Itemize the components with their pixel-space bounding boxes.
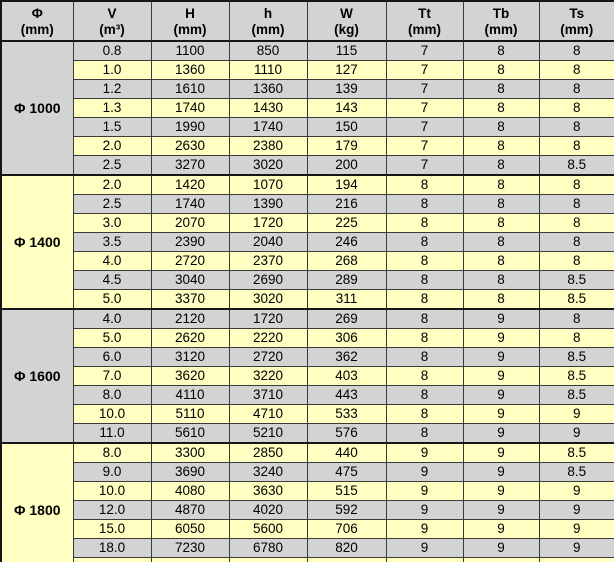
table-cell: 9 xyxy=(463,424,539,444)
table-cell: 15.0 xyxy=(73,520,151,539)
table-cell xyxy=(307,558,386,562)
table-cell: 8 xyxy=(463,195,539,214)
table-cell: 1740 xyxy=(229,118,307,137)
table-row xyxy=(1,348,614,367)
table-cell: 4.0 xyxy=(73,252,151,271)
table-cell: 3120 xyxy=(151,348,229,367)
table-cell: 200 xyxy=(307,156,386,176)
table-cell: 9 xyxy=(463,520,539,539)
table-cell: 2.0 xyxy=(73,137,151,156)
table-cell: 850 xyxy=(229,41,307,61)
table-cell xyxy=(229,558,307,562)
table-cell: 2690 xyxy=(229,271,307,290)
table-cell: 2390 xyxy=(151,233,229,252)
table-cell: 2850 xyxy=(229,443,307,463)
table-cell: 5.0 xyxy=(73,329,151,348)
table-cell: 8 xyxy=(386,290,463,310)
table-cell: 3020 xyxy=(229,290,307,310)
table-cell: 6.0 xyxy=(73,348,151,367)
table-cell: 194 xyxy=(307,175,386,195)
table-cell: 5.0 xyxy=(73,290,151,310)
table-cell: 8 xyxy=(539,137,614,156)
table-cell: 12.0 xyxy=(73,501,151,520)
table-cell: 2220 xyxy=(229,329,307,348)
table-cell: 3040 xyxy=(151,271,229,290)
table-cell: 8 xyxy=(386,386,463,405)
table-cell: 9 xyxy=(539,520,614,539)
table-cell: 3710 xyxy=(229,386,307,405)
table-cell: 3240 xyxy=(229,463,307,482)
table-cell: 4020 xyxy=(229,501,307,520)
table-cell: 8 xyxy=(463,214,539,233)
table-cell: 8 xyxy=(386,175,463,195)
table-cell: 289 xyxy=(307,271,386,290)
table-cell: 3620 xyxy=(151,367,229,386)
column-unit: (mm) xyxy=(560,21,594,37)
column-header xyxy=(539,1,614,41)
table-cell: 8.5 xyxy=(539,348,614,367)
table-cell: 10.0 xyxy=(73,482,151,501)
table-cell: 9 xyxy=(386,443,463,463)
table-cell: 2380 xyxy=(229,137,307,156)
table-cell: 8 xyxy=(463,175,539,195)
table-cell: 7 xyxy=(386,118,463,137)
table-cell: 7 xyxy=(386,156,463,176)
group-label-cell: Φ 1600 xyxy=(1,309,73,443)
table-cell: 8 xyxy=(463,156,539,176)
table-cell: 2.0 xyxy=(73,175,151,195)
table-cell: 443 xyxy=(307,386,386,405)
table-cell: 2720 xyxy=(151,252,229,271)
table-cell: 9 xyxy=(463,405,539,424)
column-title: Tb xyxy=(492,5,510,21)
table-cell: 8 xyxy=(463,252,539,271)
table-row xyxy=(1,233,614,252)
column-title: W xyxy=(340,5,353,21)
table-cell: 8 xyxy=(539,175,614,195)
table-cell: 0.8 xyxy=(73,41,151,61)
table-cell: 216 xyxy=(307,195,386,214)
table-cell: 1740 xyxy=(151,99,229,118)
column-header xyxy=(229,1,307,41)
table-cell: 7 xyxy=(386,61,463,80)
column-header xyxy=(1,1,73,41)
table-cell: 8 xyxy=(386,309,463,329)
table-header-row xyxy=(1,1,614,41)
table-cell: 9 xyxy=(539,501,614,520)
table-cell: 515 xyxy=(307,482,386,501)
column-title: Ts xyxy=(569,5,585,21)
table-cell xyxy=(151,558,229,562)
table-cell: 1420 xyxy=(151,175,229,195)
table-cell: 3.0 xyxy=(73,214,151,233)
group-label-cell: Φ 1400 xyxy=(1,175,73,309)
table-cell: 9 xyxy=(386,463,463,482)
table-cell: 4.5 xyxy=(73,271,151,290)
table-cell: 8 xyxy=(463,290,539,310)
table-cell: 1740 xyxy=(151,195,229,214)
table-cell: 9 xyxy=(386,520,463,539)
table-cell: 8.0 xyxy=(73,386,151,405)
table-cell: 2630 xyxy=(151,137,229,156)
table-cell: 8.5 xyxy=(539,463,614,482)
table-row xyxy=(1,386,614,405)
table-cell: 9 xyxy=(463,482,539,501)
table-row xyxy=(1,137,614,156)
table-cell: 143 xyxy=(307,99,386,118)
table-row xyxy=(1,271,614,290)
table-cell: 8 xyxy=(386,367,463,386)
table-cell: 8 xyxy=(463,80,539,99)
column-unit: (mm) xyxy=(20,21,54,37)
table-cell: 592 xyxy=(307,501,386,520)
table-cell: 8 xyxy=(539,80,614,99)
table-cell: 6050 xyxy=(151,520,229,539)
table-row xyxy=(1,80,614,99)
table-row xyxy=(1,195,614,214)
table-cell: 6780 xyxy=(229,539,307,558)
table-cell: 8 xyxy=(386,405,463,424)
table-cell: 2620 xyxy=(151,329,229,348)
table-cell: 9 xyxy=(386,482,463,501)
table-cell: 9 xyxy=(539,405,614,424)
table-cell: 8 xyxy=(463,271,539,290)
table-cell: 8 xyxy=(463,118,539,137)
table-cell: 4080 xyxy=(151,482,229,501)
table-cell: 8.5 xyxy=(539,156,614,176)
table-cell: 8 xyxy=(386,424,463,444)
table-cell: 127 xyxy=(307,61,386,80)
table-cell: 5610 xyxy=(151,424,229,444)
table-cell: 7230 xyxy=(151,539,229,558)
table-cell xyxy=(463,558,539,562)
table-row xyxy=(1,329,614,348)
column-title: h xyxy=(263,5,273,21)
table-cell: 11.0 xyxy=(73,424,151,444)
table-cell: 533 xyxy=(307,405,386,424)
table-cell: 2.5 xyxy=(73,195,151,214)
table-cell: 4110 xyxy=(151,386,229,405)
column-title: Tt xyxy=(418,5,431,21)
table-cell: 9 xyxy=(386,539,463,558)
table-cell: 8 xyxy=(386,214,463,233)
table-row xyxy=(1,539,614,558)
table-cell: 1430 xyxy=(229,99,307,118)
table-cell: 3300 xyxy=(151,443,229,463)
column-header xyxy=(307,1,386,41)
table-cell: 8 xyxy=(463,99,539,118)
table-cell: 7 xyxy=(386,99,463,118)
table-cell: 1070 xyxy=(229,175,307,195)
table-row xyxy=(1,214,614,233)
table-cell: 4870 xyxy=(151,501,229,520)
column-unit: (m³) xyxy=(99,21,125,37)
table-cell: 1720 xyxy=(229,309,307,329)
table-cell: 820 xyxy=(307,539,386,558)
table-cell: 8 xyxy=(539,329,614,348)
table-cell xyxy=(73,558,151,562)
table-cell: 2070 xyxy=(151,214,229,233)
table-cell: 8 xyxy=(539,309,614,329)
table-cell: 3370 xyxy=(151,290,229,310)
column-header xyxy=(151,1,229,41)
table-cell: 8 xyxy=(386,271,463,290)
table-row xyxy=(1,99,614,118)
group-label-cell: Φ 1800 xyxy=(1,443,73,562)
column-header xyxy=(73,1,151,41)
table-cell: 8.5 xyxy=(539,367,614,386)
table-row xyxy=(1,252,614,271)
table-cell: 7.0 xyxy=(73,367,151,386)
table-cell: 576 xyxy=(307,424,386,444)
column-unit: (mm) xyxy=(484,21,518,37)
table-cell: 8 xyxy=(539,61,614,80)
table-cell: 9 xyxy=(539,539,614,558)
table-cell: 9.0 xyxy=(73,463,151,482)
table-cell: 179 xyxy=(307,137,386,156)
table-row xyxy=(1,309,614,329)
table-cell: 8 xyxy=(386,329,463,348)
table-cell: 269 xyxy=(307,309,386,329)
table-cell: 3.5 xyxy=(73,233,151,252)
table-cell: 2040 xyxy=(229,233,307,252)
table-cell: 9 xyxy=(463,443,539,463)
column-unit: (mm) xyxy=(408,21,441,37)
table-cell: 706 xyxy=(307,520,386,539)
column-title: H xyxy=(185,5,195,21)
table-cell: 1110 xyxy=(229,61,307,80)
table-cell: 8 xyxy=(539,41,614,61)
table-cell: 5600 xyxy=(229,520,307,539)
table-cell: 306 xyxy=(307,329,386,348)
table-cell: 1.2 xyxy=(73,80,151,99)
table-cell xyxy=(386,558,463,562)
table-cell: 1.3 xyxy=(73,99,151,118)
table-cell: 268 xyxy=(307,252,386,271)
table-cell: 475 xyxy=(307,463,386,482)
table-cell: 1360 xyxy=(229,80,307,99)
table-cell: 4710 xyxy=(229,405,307,424)
table-cell: 7 xyxy=(386,80,463,99)
table-cell: 1390 xyxy=(229,195,307,214)
group-label-cell: Φ 1000 xyxy=(1,41,73,175)
column-unit: (kg) xyxy=(334,21,359,37)
table-cell: 8 xyxy=(386,348,463,367)
table-cell: 3630 xyxy=(229,482,307,501)
table-cell: 8.0 xyxy=(73,443,151,463)
table-row xyxy=(1,367,614,386)
table-row xyxy=(1,175,614,195)
table-cell: 8 xyxy=(463,233,539,252)
table-cell: 9 xyxy=(463,367,539,386)
table-cell: 9 xyxy=(386,501,463,520)
table-row xyxy=(1,501,614,520)
table-cell: 8.5 xyxy=(539,271,614,290)
table-cell: 10.0 xyxy=(73,405,151,424)
table-cell: 1720 xyxy=(229,214,307,233)
table-cell: 8 xyxy=(463,137,539,156)
table-cell: 8 xyxy=(463,41,539,61)
table-cell: 440 xyxy=(307,443,386,463)
table-cell: 2120 xyxy=(151,309,229,329)
table-cell: 8.5 xyxy=(539,290,614,310)
table-cell: 1.0 xyxy=(73,61,151,80)
table-cell: 8 xyxy=(539,214,614,233)
column-unit: (mm) xyxy=(173,21,207,37)
table-cell: 5110 xyxy=(151,405,229,424)
table-row xyxy=(1,118,614,137)
partial-row xyxy=(1,558,614,562)
table-cell: 4.0 xyxy=(73,309,151,329)
table-cell: 8.5 xyxy=(539,386,614,405)
table-cell: 8 xyxy=(386,233,463,252)
table-cell: 2370 xyxy=(229,252,307,271)
table-cell: 8 xyxy=(386,252,463,271)
table-cell: 5210 xyxy=(229,424,307,444)
table-cell: 1100 xyxy=(151,41,229,61)
table-row xyxy=(1,443,614,463)
table-cell: 1360 xyxy=(151,61,229,80)
table-cell: 9 xyxy=(463,501,539,520)
table-row xyxy=(1,290,614,310)
table-cell: 139 xyxy=(307,80,386,99)
table-row xyxy=(1,520,614,539)
table-cell: 9 xyxy=(463,386,539,405)
table-cell: 9 xyxy=(463,309,539,329)
table-cell: 9 xyxy=(463,329,539,348)
column-unit: (mm) xyxy=(251,21,285,37)
table-cell: 2.5 xyxy=(73,156,151,176)
table-cell: 3270 xyxy=(151,156,229,176)
table-cell: 8 xyxy=(539,118,614,137)
table-cell: 8.5 xyxy=(539,443,614,463)
table-cell: 8 xyxy=(539,252,614,271)
table-cell: 3020 xyxy=(229,156,307,176)
table-row xyxy=(1,424,614,444)
table-row xyxy=(1,405,614,424)
table-cell: 9 xyxy=(463,463,539,482)
table-cell xyxy=(539,558,614,562)
table-cell: 18.0 xyxy=(73,539,151,558)
table-cell: 8 xyxy=(463,61,539,80)
table-cell: 225 xyxy=(307,214,386,233)
column-title: V xyxy=(107,5,117,21)
table-cell: 150 xyxy=(307,118,386,137)
table-cell: 1.5 xyxy=(73,118,151,137)
table-cell: 8 xyxy=(539,99,614,118)
table-cell: 9 xyxy=(539,424,614,444)
column-title: Φ xyxy=(31,5,43,21)
table-cell: 1610 xyxy=(151,80,229,99)
table-cell: 7 xyxy=(386,41,463,61)
table-cell: 8 xyxy=(539,195,614,214)
table-cell: 3690 xyxy=(151,463,229,482)
table-row xyxy=(1,482,614,501)
table-cell: 362 xyxy=(307,348,386,367)
table-cell: 9 xyxy=(539,482,614,501)
table-row xyxy=(1,463,614,482)
column-header xyxy=(386,1,463,41)
table-cell: 115 xyxy=(307,41,386,61)
column-header xyxy=(463,1,539,41)
table-row xyxy=(1,156,614,176)
table-cell: 1990 xyxy=(151,118,229,137)
table-row xyxy=(1,61,614,80)
table-cell: 8 xyxy=(386,195,463,214)
table-cell: 9 xyxy=(463,539,539,558)
table-cell: 246 xyxy=(307,233,386,252)
table-cell: 3220 xyxy=(229,367,307,386)
table-cell: 2720 xyxy=(229,348,307,367)
table-cell: 8 xyxy=(539,233,614,252)
table-cell: 7 xyxy=(386,137,463,156)
table-cell: 311 xyxy=(307,290,386,310)
table-row xyxy=(1,41,614,61)
table-cell: 403 xyxy=(307,367,386,386)
table-cell: 9 xyxy=(463,348,539,367)
